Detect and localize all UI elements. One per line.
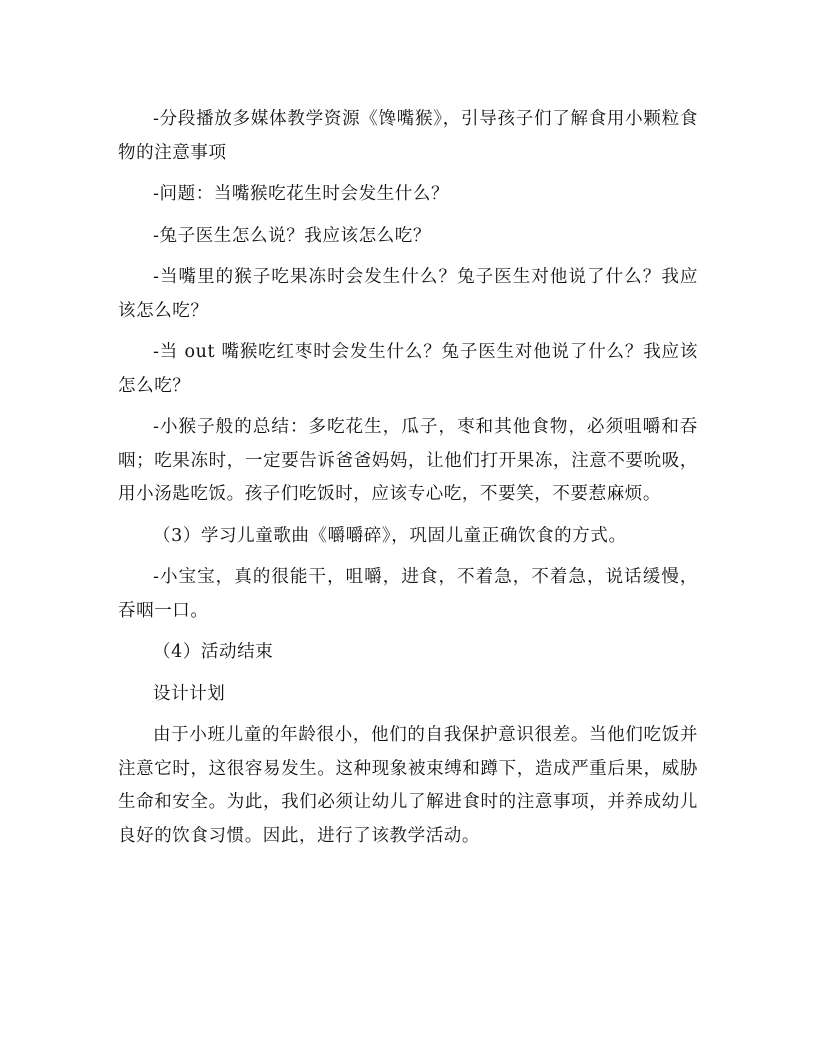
paragraph-activity-end: （4）活动结束 (153, 642, 274, 662)
paragraph-question-peanut: -问题：当嘴猴吃花生时会发生什么？ (153, 184, 450, 204)
paragraph-question-jelly: -当嘴里的猴子吃果冻时会发生什么？兔子医生对他说了什么？我应该怎么吃？ (118, 267, 698, 321)
paragraph-song-lyrics: -小宝宝，真的很能干，咀嚼，进食，不着急，不着急，说话缓慢，吞咽一口。 (118, 567, 698, 621)
paragraph-question-doctor: -兔子医生怎么说？我应该怎么吃？ (153, 225, 432, 246)
paragraph-question-jujube: -当 out 嘴猴吃红枣时会发生什么？兔子医生对他说了什么？我应该怎么吃？ (118, 342, 698, 396)
paragraph-segment-playback: -分段播放多媒体教学资源《馋嘴猴》，引导孩子们了解食用小颗粒食物的注意事项 (118, 109, 698, 163)
document-body (118, 103, 698, 861)
paragraph-learn-song: （3）学习儿童歌曲《嚼嚼碎》，巩固儿童正确饮食的方式。 (153, 525, 627, 546)
paragraph-design-rationale: 由于小班儿童的年龄很小，他们的自我保护意识很差。当他们吃饭并注意它时，这很容易发生。这种现象被束缚和蹲下，造成严重后果，威胁生命和安全。为此，我们必须让幼儿了解进食时的注意事项，并养成幼儿良好的饮食习惯。因此，进行了该教学活动。 (118, 725, 698, 846)
section-heading-design-plan: 设计计划 (153, 683, 226, 704)
paragraph-summary: -小猴子般的总结：多吃花生，瓜子，枣和其他食物，必须咀嚼和吞咽；吃果冻时，一定要告诉爸爸妈妈，让他们打开果冻，注意不要吮吸，用小汤匙吃饭。孩子们吃饭时，应该专心吃，不要笑，不要惹麻烦。 (118, 417, 698, 504)
